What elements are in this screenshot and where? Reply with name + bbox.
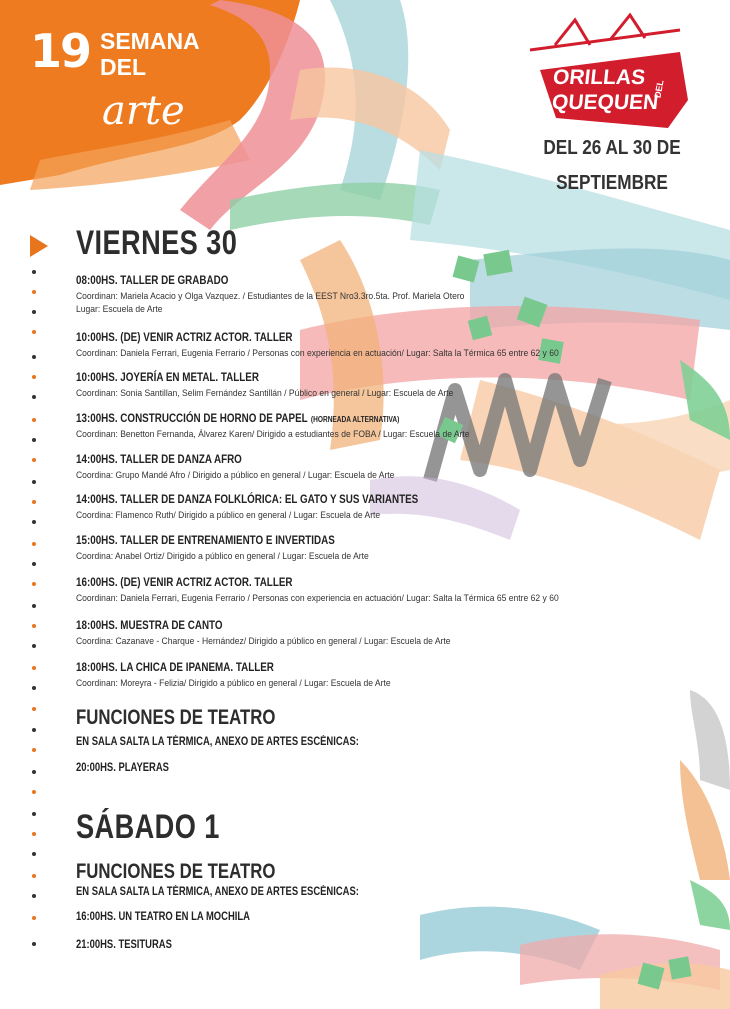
event-details: Coordina: Grupo Mandé Afro / Dirigido a público en general / Lugar: Escuela de Arte [76,470,395,481]
bullet-dot [32,790,36,794]
event-details: Coordina: Flamenco Ruth/ Dirigido a público en general / Lugar: Escuela de Arte [76,510,381,521]
dates-line1: DEL 26 AL 30 DE [543,137,681,159]
event-details: Coordinan: Sonia Santillan, Selim Fernández Santillán / Público en general / Lugar: Escuela de Arte [76,388,454,399]
dates-line2: SEPTIEMBRE [556,172,668,194]
bullet-dot [32,562,36,566]
bullet-dot [32,916,36,920]
bullet-dot [32,395,36,399]
bullet-dot [32,582,36,586]
bullet-dot [32,375,36,379]
event-details: Coordina: Anabel Ortiz/ Dirigido a público en general / Lugar: Escuela de Arte [76,551,369,562]
event-title [76,452,242,466]
event-title [76,533,335,547]
event-title-text: 10:00HS. (DE) VENIR ACTRIZ ACTOR. TALLER [76,330,293,344]
event-title-text: 16:00HS. (DE) VENIR ACTRIZ ACTOR. TALLER [76,575,293,589]
event-title-text: 14:00HS. TALLER DE DANZA FOLKLÓRICA: EL GATO Y SUS VARIANTES [76,492,419,506]
event-details: Coordinan: Benetton Fernanda, Álvarez Karen/ Dirigido a estudiantes de FOBA / Lugar: Escuela de Arte [76,429,470,440]
teatro-item-playeras: 20:00HS. PLAYERAS [76,762,169,774]
bullet-dot [32,500,36,504]
bullet-dot [32,480,36,484]
event-title [76,575,293,589]
play-arrow-icon [30,235,48,257]
bullet-dot [32,812,36,816]
event-title [76,330,293,344]
event-details: Coordinan: Daniela Ferrari, Eugenia Ferrario / Personas con experiencia en actuación/ Lugar: Salta la Térmica 65 entre 62 y 60 [76,348,559,359]
bullet-dot [32,894,36,898]
event-title-text: 10:00HS. JOYERÍA EN METAL. TALLER [76,370,259,384]
event-title [76,273,228,287]
bullet-dot [32,520,36,524]
event-title [76,618,223,632]
bullet-dot [32,942,36,946]
event-details: Coordinan: Mariela Acacio y Olga Vazquez. / Estudiantes de la EEST Nro3.3ro.5ta. Prof. Mariela Otero [76,291,465,302]
edition-number: 19 [30,24,91,78]
event-title-note: (HORNEADA ALTERNATIVA) [310,415,400,424]
bullet-dot [32,748,36,752]
bullet-dot [32,852,36,856]
day-title-sabado: SÁBADO 1 [76,808,220,846]
teatro-title-viernes: FUNCIONES DE TEATRO [76,706,276,729]
teatro-item-tesituras: 21:00HS. TESITURAS [76,939,172,951]
bullet-dot [32,666,36,670]
bullet-dot [32,270,36,274]
teatro-title-sabado: FUNCIONES DE TEATRO [76,860,276,883]
bullet-dot [32,644,36,648]
bullet-dot [32,290,36,294]
teatro-sub-viernes: EN SALA SALTA LA TÉRMICA, ANEXO DE ARTES ESCÉNICAS: [76,736,359,748]
event-title-text: 13:00HS. CONSTRUCCIÓN DE HORNO DE PAPEL [76,411,308,425]
bullet-dot [32,686,36,690]
header-word-arte: arte [102,88,185,134]
bullet-dot [32,458,36,462]
teatro-item-mochila: 16:00HS. UN TEATRO EN LA MOCHILA [76,911,250,923]
bullet-dot [32,874,36,878]
bullet-dot [32,707,36,711]
logo-orillas: ORILLAS [551,66,647,89]
bullet-dot [32,832,36,836]
bullet-dot [32,624,36,628]
header-word-del: DEL [100,54,146,80]
logo-quequen: QUEQUEN [550,91,660,114]
event-title-text: 14:00HS. TALLER DE DANZA AFRO [76,452,242,466]
event-title-text: 18:00HS. MUESTRA DE CANTO [76,618,223,632]
bullet-dot [32,310,36,314]
bullet-dot [32,355,36,359]
event-location: Lugar: Escuela de Arte [76,304,163,315]
logo-del: DEL [652,79,666,99]
bullet-dot [32,438,36,442]
bullet-dot [32,542,36,546]
event-title [76,370,259,384]
event-title [76,660,274,674]
bullet-dot [32,728,36,732]
event-title [76,411,399,425]
bullet-dot [32,418,36,422]
header-word-semana: SEMANA [100,28,200,54]
bullet-dot [32,770,36,774]
event-title-text: 08:00HS. TALLER DE GRABADO [76,273,229,287]
event-details: Coordinan: Moreyra - Felizia/ Dirigido a público en general / Lugar: Escuela de Arte [76,678,391,689]
event-details: Coordinan: Daniela Ferrari, Eugenia Ferrario / Personas con experiencia en actuación/ Lugar: Salta la Térmica 65 entre 62 y 60 [76,593,559,604]
event-title-text: 18:00HS. LA CHICA DE IPANEMA. TALLER [76,660,274,674]
event-details: Coordina: Cazanave - Charque - Hernández/ Dirigido a público en general / Lugar: Escuela de Arte [76,636,451,647]
teatro-sub-sabado: EN SALA SALTA LA TÉRMICA, ANEXO DE ARTES ESCÉNICAS: [76,886,359,898]
bullet-dot [32,330,36,334]
day-title-viernes: VIERNES 30 [76,224,238,262]
bullet-dot [32,604,36,608]
event-title [76,492,418,506]
event-title-text: 15:00HS. TALLER DE ENTRENAMIENTO E INVERTIDAS [76,533,335,547]
